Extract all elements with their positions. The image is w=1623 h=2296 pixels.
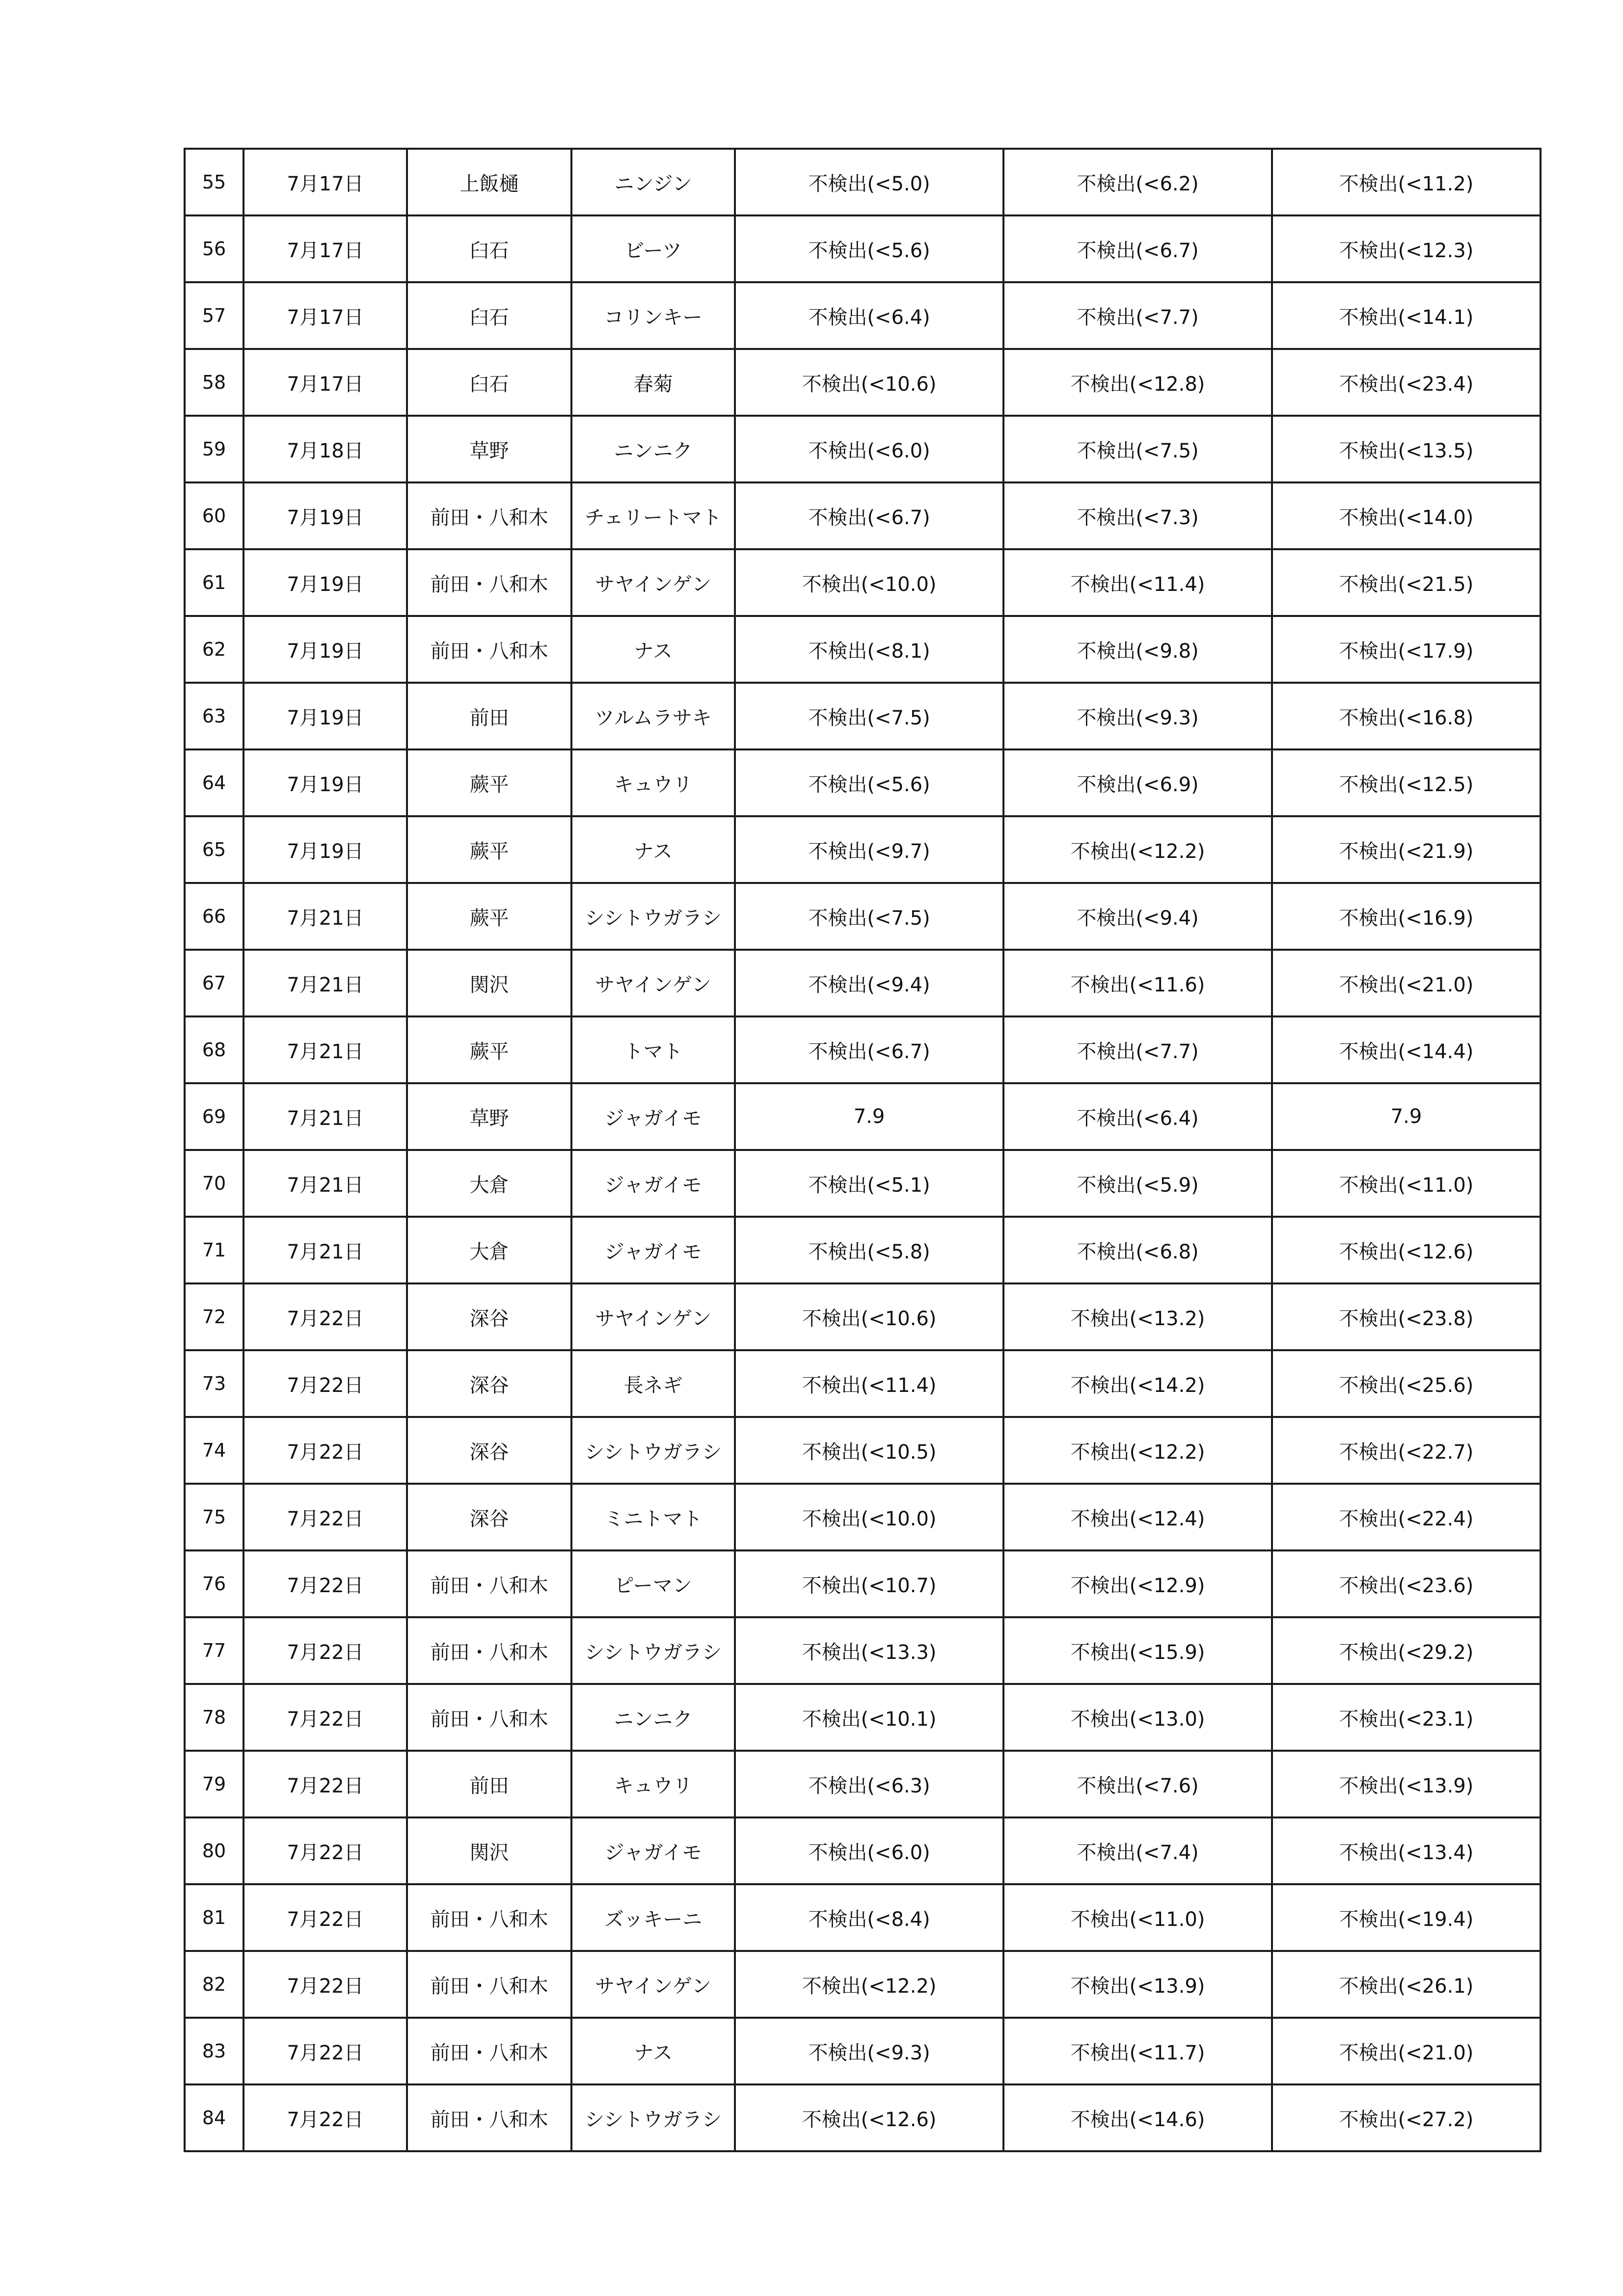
item-cell: トマト (571, 1016, 735, 1083)
row-number-cell: 70 (185, 1150, 243, 1217)
value-2-cell: 不検出(<13.9) (1003, 1951, 1272, 2018)
value-1-cell: 不検出(<7.5) (735, 683, 1003, 749)
value-1-cell: 不検出(<13.3) (735, 1617, 1003, 1684)
date-cell: 7月19日 (243, 683, 407, 749)
value-1-cell: 不検出(<6.7) (735, 1016, 1003, 1083)
area-cell: 深谷 (407, 1417, 571, 1484)
value-2-cell: 不検出(<6.8) (1003, 1217, 1272, 1283)
row-number-cell: 66 (185, 883, 243, 950)
value-3-cell: 不検出(<22.4) (1272, 1484, 1541, 1550)
area-cell: 深谷 (407, 1283, 571, 1350)
value-2-cell: 不検出(<7.7) (1003, 1016, 1272, 1083)
table-row (185, 1016, 1541, 1083)
value-2-cell: 不検出(<11.6) (1003, 950, 1272, 1016)
value-2-cell: 不検出(<11.7) (1003, 2018, 1272, 2084)
value-1-cell: 不検出(<6.4) (735, 282, 1003, 349)
area-cell: 前田・八和木 (407, 2018, 571, 2084)
date-cell: 7月21日 (243, 1150, 407, 1217)
value-2-cell: 不検出(<13.2) (1003, 1283, 1272, 1350)
value-3-cell: 不検出(<14.1) (1272, 282, 1541, 349)
area-cell: 深谷 (407, 1484, 571, 1550)
area-cell: 臼石 (407, 349, 571, 416)
item-cell: ズッキーニ (571, 1884, 735, 1951)
date-cell: 7月21日 (243, 950, 407, 1016)
row-number-cell: 73 (185, 1350, 243, 1417)
row-number-cell: 56 (185, 215, 243, 282)
value-1-cell: 不検出(<10.7) (735, 1550, 1003, 1617)
value-2-cell: 不検出(<12.2) (1003, 1417, 1272, 1484)
area-cell: 前田・八和木 (407, 2084, 571, 2151)
row-number-cell: 59 (185, 416, 243, 482)
row-number-cell: 71 (185, 1217, 243, 1283)
date-cell: 7月22日 (243, 2018, 407, 2084)
area-cell: 前田・八和木 (407, 1684, 571, 1751)
table-row (185, 950, 1541, 1016)
value-3-cell: 不検出(<16.9) (1272, 883, 1541, 950)
date-cell: 7月17日 (243, 149, 407, 215)
row-number-cell: 62 (185, 616, 243, 683)
value-2-cell: 不検出(<12.9) (1003, 1550, 1272, 1617)
value-1-cell: 7.9 (735, 1083, 1003, 1150)
table-row (185, 749, 1541, 816)
value-2-cell: 不検出(<7.3) (1003, 482, 1272, 549)
value-2-cell: 不検出(<7.5) (1003, 416, 1272, 482)
value-1-cell: 不検出(<5.0) (735, 149, 1003, 215)
value-1-cell: 不検出(<5.6) (735, 749, 1003, 816)
value-1-cell: 不検出(<10.1) (735, 1684, 1003, 1751)
item-cell: 長ネギ (571, 1350, 735, 1417)
row-number-cell: 64 (185, 749, 243, 816)
value-2-cell: 不検出(<6.9) (1003, 749, 1272, 816)
item-cell: サヤインゲン (571, 1283, 735, 1350)
value-3-cell: 不検出(<29.2) (1272, 1617, 1541, 1684)
table-row (185, 816, 1541, 883)
row-number-cell: 76 (185, 1550, 243, 1617)
value-2-cell: 不検出(<6.2) (1003, 149, 1272, 215)
value-3-cell: 不検出(<11.2) (1272, 149, 1541, 215)
value-3-cell: 不検出(<14.0) (1272, 482, 1541, 549)
results-table (184, 148, 1542, 2152)
value-2-cell: 不検出(<14.6) (1003, 2084, 1272, 2151)
table-row (185, 1217, 1541, 1283)
row-number-cell: 78 (185, 1684, 243, 1751)
area-cell: 蕨平 (407, 1016, 571, 1083)
value-2-cell: 不検出(<12.8) (1003, 349, 1272, 416)
value-3-cell: 不検出(<17.9) (1272, 616, 1541, 683)
value-1-cell: 不検出(<11.4) (735, 1350, 1003, 1417)
value-3-cell: 不検出(<21.0) (1272, 2018, 1541, 2084)
value-1-cell: 不検出(<7.5) (735, 883, 1003, 950)
value-2-cell: 不検出(<9.3) (1003, 683, 1272, 749)
row-number-cell: 69 (185, 1083, 243, 1150)
item-cell: ジャガイモ (571, 1083, 735, 1150)
date-cell: 7月22日 (243, 1283, 407, 1350)
table-row (185, 349, 1541, 416)
item-cell: キュウリ (571, 1751, 735, 1817)
row-number-cell: 67 (185, 950, 243, 1016)
row-number-cell: 82 (185, 1951, 243, 2018)
table-row (185, 1150, 1541, 1217)
area-cell: 前田 (407, 1751, 571, 1817)
value-1-cell: 不検出(<6.7) (735, 482, 1003, 549)
date-cell: 7月21日 (243, 1016, 407, 1083)
date-cell: 7月22日 (243, 1550, 407, 1617)
table-body (185, 149, 1541, 2151)
table-row (185, 416, 1541, 482)
value-1-cell: 不検出(<8.1) (735, 616, 1003, 683)
date-cell: 7月19日 (243, 616, 407, 683)
area-cell: 前田・八和木 (407, 482, 571, 549)
value-2-cell: 不検出(<6.4) (1003, 1083, 1272, 1150)
row-number-cell: 79 (185, 1751, 243, 1817)
value-2-cell: 不検出(<11.4) (1003, 549, 1272, 616)
row-number-cell: 55 (185, 149, 243, 215)
item-cell: シシトウガラシ (571, 2084, 735, 2151)
date-cell: 7月22日 (243, 2084, 407, 2151)
area-cell: 前田・八和木 (407, 616, 571, 683)
item-cell: シシトウガラシ (571, 883, 735, 950)
row-number-cell: 81 (185, 1884, 243, 1951)
table-row (185, 616, 1541, 683)
date-cell: 7月22日 (243, 1951, 407, 2018)
date-cell: 7月22日 (243, 1350, 407, 1417)
table-row (185, 282, 1541, 349)
item-cell: サヤインゲン (571, 549, 735, 616)
value-2-cell: 不検出(<6.7) (1003, 215, 1272, 282)
item-cell: コリンキー (571, 282, 735, 349)
area-cell: 上飯樋 (407, 149, 571, 215)
item-cell: シシトウガラシ (571, 1617, 735, 1684)
value-2-cell: 不検出(<15.9) (1003, 1617, 1272, 1684)
item-cell: 春菊 (571, 349, 735, 416)
value-1-cell: 不検出(<10.0) (735, 549, 1003, 616)
value-3-cell: 不検出(<27.2) (1272, 2084, 1541, 2151)
value-3-cell: 不検出(<12.3) (1272, 215, 1541, 282)
value-1-cell: 不検出(<5.1) (735, 1150, 1003, 1217)
area-cell: 前田 (407, 683, 571, 749)
value-1-cell: 不検出(<10.6) (735, 1283, 1003, 1350)
table-row (185, 1817, 1541, 1884)
area-cell: 臼石 (407, 215, 571, 282)
date-cell: 7月21日 (243, 883, 407, 950)
value-2-cell: 不検出(<7.6) (1003, 1751, 1272, 1817)
value-1-cell: 不検出(<9.3) (735, 2018, 1003, 2084)
area-cell: 前田・八和木 (407, 549, 571, 616)
value-1-cell: 不検出(<6.0) (735, 416, 1003, 482)
value-2-cell: 不検出(<7.4) (1003, 1817, 1272, 1884)
area-cell: 大倉 (407, 1150, 571, 1217)
value-3-cell: 不検出(<23.8) (1272, 1283, 1541, 1350)
value-1-cell: 不検出(<10.0) (735, 1484, 1003, 1550)
date-cell: 7月19日 (243, 816, 407, 883)
table-row (185, 1684, 1541, 1751)
value-3-cell: 不検出(<12.5) (1272, 749, 1541, 816)
value-3-cell: 不検出(<23.4) (1272, 349, 1541, 416)
value-1-cell: 不検出(<9.4) (735, 950, 1003, 1016)
item-cell: チェリートマト (571, 482, 735, 549)
table-row (185, 215, 1541, 282)
table-row (185, 1884, 1541, 1951)
value-3-cell: 不検出(<21.0) (1272, 950, 1541, 1016)
item-cell: サヤインゲン (571, 1951, 735, 2018)
table-row (185, 1617, 1541, 1684)
value-2-cell: 不検出(<9.4) (1003, 883, 1272, 950)
value-3-cell: 不検出(<11.0) (1272, 1150, 1541, 1217)
row-number-cell: 75 (185, 1484, 243, 1550)
value-1-cell: 不検出(<10.6) (735, 349, 1003, 416)
area-cell: 前田・八和木 (407, 1617, 571, 1684)
table-row (185, 149, 1541, 215)
value-3-cell: 不検出(<12.6) (1272, 1217, 1541, 1283)
value-2-cell: 不検出(<7.7) (1003, 282, 1272, 349)
row-number-cell: 61 (185, 549, 243, 616)
table-row (185, 482, 1541, 549)
table-row (185, 1751, 1541, 1817)
area-cell: 大倉 (407, 1217, 571, 1283)
date-cell: 7月21日 (243, 1217, 407, 1283)
date-cell: 7月19日 (243, 482, 407, 549)
value-3-cell: 不検出(<23.1) (1272, 1684, 1541, 1751)
row-number-cell: 80 (185, 1817, 243, 1884)
value-1-cell: 不検出(<10.5) (735, 1417, 1003, 1484)
table-row (185, 1283, 1541, 1350)
item-cell: ナス (571, 616, 735, 683)
value-3-cell: 不検出(<13.5) (1272, 416, 1541, 482)
item-cell: ミニトマト (571, 1484, 735, 1550)
item-cell: サヤインゲン (571, 950, 735, 1016)
table-row (185, 1484, 1541, 1550)
item-cell: ニンニク (571, 416, 735, 482)
date-cell: 7月22日 (243, 1684, 407, 1751)
value-3-cell: 不検出(<25.6) (1272, 1350, 1541, 1417)
value-2-cell: 不検出(<12.4) (1003, 1484, 1272, 1550)
date-cell: 7月17日 (243, 282, 407, 349)
value-3-cell: 不検出(<14.4) (1272, 1016, 1541, 1083)
area-cell: 蕨平 (407, 883, 571, 950)
table-row (185, 1951, 1541, 2018)
area-cell: 臼石 (407, 282, 571, 349)
value-3-cell: 不検出(<13.9) (1272, 1751, 1541, 1817)
date-cell: 7月22日 (243, 1617, 407, 1684)
row-number-cell: 68 (185, 1016, 243, 1083)
value-1-cell: 不検出(<8.4) (735, 1884, 1003, 1951)
item-cell: ジャガイモ (571, 1217, 735, 1283)
row-number-cell: 83 (185, 2018, 243, 2084)
row-number-cell: 65 (185, 816, 243, 883)
value-2-cell: 不検出(<13.0) (1003, 1684, 1272, 1751)
value-1-cell: 不検出(<6.0) (735, 1817, 1003, 1884)
area-cell: 深谷 (407, 1350, 571, 1417)
date-cell: 7月21日 (243, 1083, 407, 1150)
value-3-cell: 不検出(<21.5) (1272, 549, 1541, 616)
value-1-cell: 不検出(<12.6) (735, 2084, 1003, 2151)
row-number-cell: 60 (185, 482, 243, 549)
date-cell: 7月17日 (243, 215, 407, 282)
item-cell: ナス (571, 816, 735, 883)
value-2-cell: 不検出(<9.8) (1003, 616, 1272, 683)
item-cell: ジャガイモ (571, 1150, 735, 1217)
row-number-cell: 84 (185, 2084, 243, 2151)
table-row (185, 2084, 1541, 2151)
table-row (185, 549, 1541, 616)
row-number-cell: 58 (185, 349, 243, 416)
area-cell: 蕨平 (407, 816, 571, 883)
value-3-cell: 不検出(<21.9) (1272, 816, 1541, 883)
value-2-cell: 不検出(<11.0) (1003, 1884, 1272, 1951)
date-cell: 7月22日 (243, 1817, 407, 1884)
value-3-cell: 不検出(<26.1) (1272, 1951, 1541, 2018)
item-cell: ビーツ (571, 215, 735, 282)
table-row (185, 1417, 1541, 1484)
value-1-cell: 不検出(<12.2) (735, 1951, 1003, 2018)
value-3-cell: 不検出(<13.4) (1272, 1817, 1541, 1884)
area-cell: 関沢 (407, 1817, 571, 1884)
area-cell: 前田・八和木 (407, 1884, 571, 1951)
date-cell: 7月22日 (243, 1417, 407, 1484)
value-1-cell: 不検出(<6.3) (735, 1751, 1003, 1817)
date-cell: 7月22日 (243, 1484, 407, 1550)
value-2-cell: 不検出(<14.2) (1003, 1350, 1272, 1417)
row-number-cell: 77 (185, 1617, 243, 1684)
value-2-cell: 不検出(<12.2) (1003, 816, 1272, 883)
date-cell: 7月19日 (243, 749, 407, 816)
value-3-cell: 不検出(<22.7) (1272, 1417, 1541, 1484)
area-cell: 草野 (407, 1083, 571, 1150)
area-cell: 前田・八和木 (407, 1550, 571, 1617)
table-row (185, 1350, 1541, 1417)
value-1-cell: 不検出(<5.6) (735, 215, 1003, 282)
value-3-cell: 7.9 (1272, 1083, 1541, 1150)
date-cell: 7月19日 (243, 549, 407, 616)
value-1-cell: 不検出(<9.7) (735, 816, 1003, 883)
item-cell: ニンジン (571, 149, 735, 215)
table-row (185, 2018, 1541, 2084)
table-row (185, 883, 1541, 950)
item-cell: ピーマン (571, 1550, 735, 1617)
row-number-cell: 57 (185, 282, 243, 349)
item-cell: ナス (571, 2018, 735, 2084)
value-2-cell: 不検出(<5.9) (1003, 1150, 1272, 1217)
date-cell: 7月17日 (243, 349, 407, 416)
area-cell: 草野 (407, 416, 571, 482)
item-cell: ジャガイモ (571, 1817, 735, 1884)
row-number-cell: 74 (185, 1417, 243, 1484)
value-3-cell: 不検出(<16.8) (1272, 683, 1541, 749)
date-cell: 7月22日 (243, 1884, 407, 1951)
value-1-cell: 不検出(<5.8) (735, 1217, 1003, 1283)
date-cell: 7月18日 (243, 416, 407, 482)
area-cell: 蕨平 (407, 749, 571, 816)
value-3-cell: 不検出(<23.6) (1272, 1550, 1541, 1617)
area-cell: 関沢 (407, 950, 571, 1016)
item-cell: ニンニク (571, 1684, 735, 1751)
area-cell: 前田・八和木 (407, 1951, 571, 2018)
table-row (185, 683, 1541, 749)
item-cell: ツルムラサキ (571, 683, 735, 749)
row-number-cell: 72 (185, 1283, 243, 1350)
date-cell: 7月22日 (243, 1751, 407, 1817)
item-cell: キュウリ (571, 749, 735, 816)
item-cell: シシトウガラシ (571, 1417, 735, 1484)
value-3-cell: 不検出(<19.4) (1272, 1884, 1541, 1951)
row-number-cell: 63 (185, 683, 243, 749)
table-row (185, 1083, 1541, 1150)
table-row (185, 1550, 1541, 1617)
